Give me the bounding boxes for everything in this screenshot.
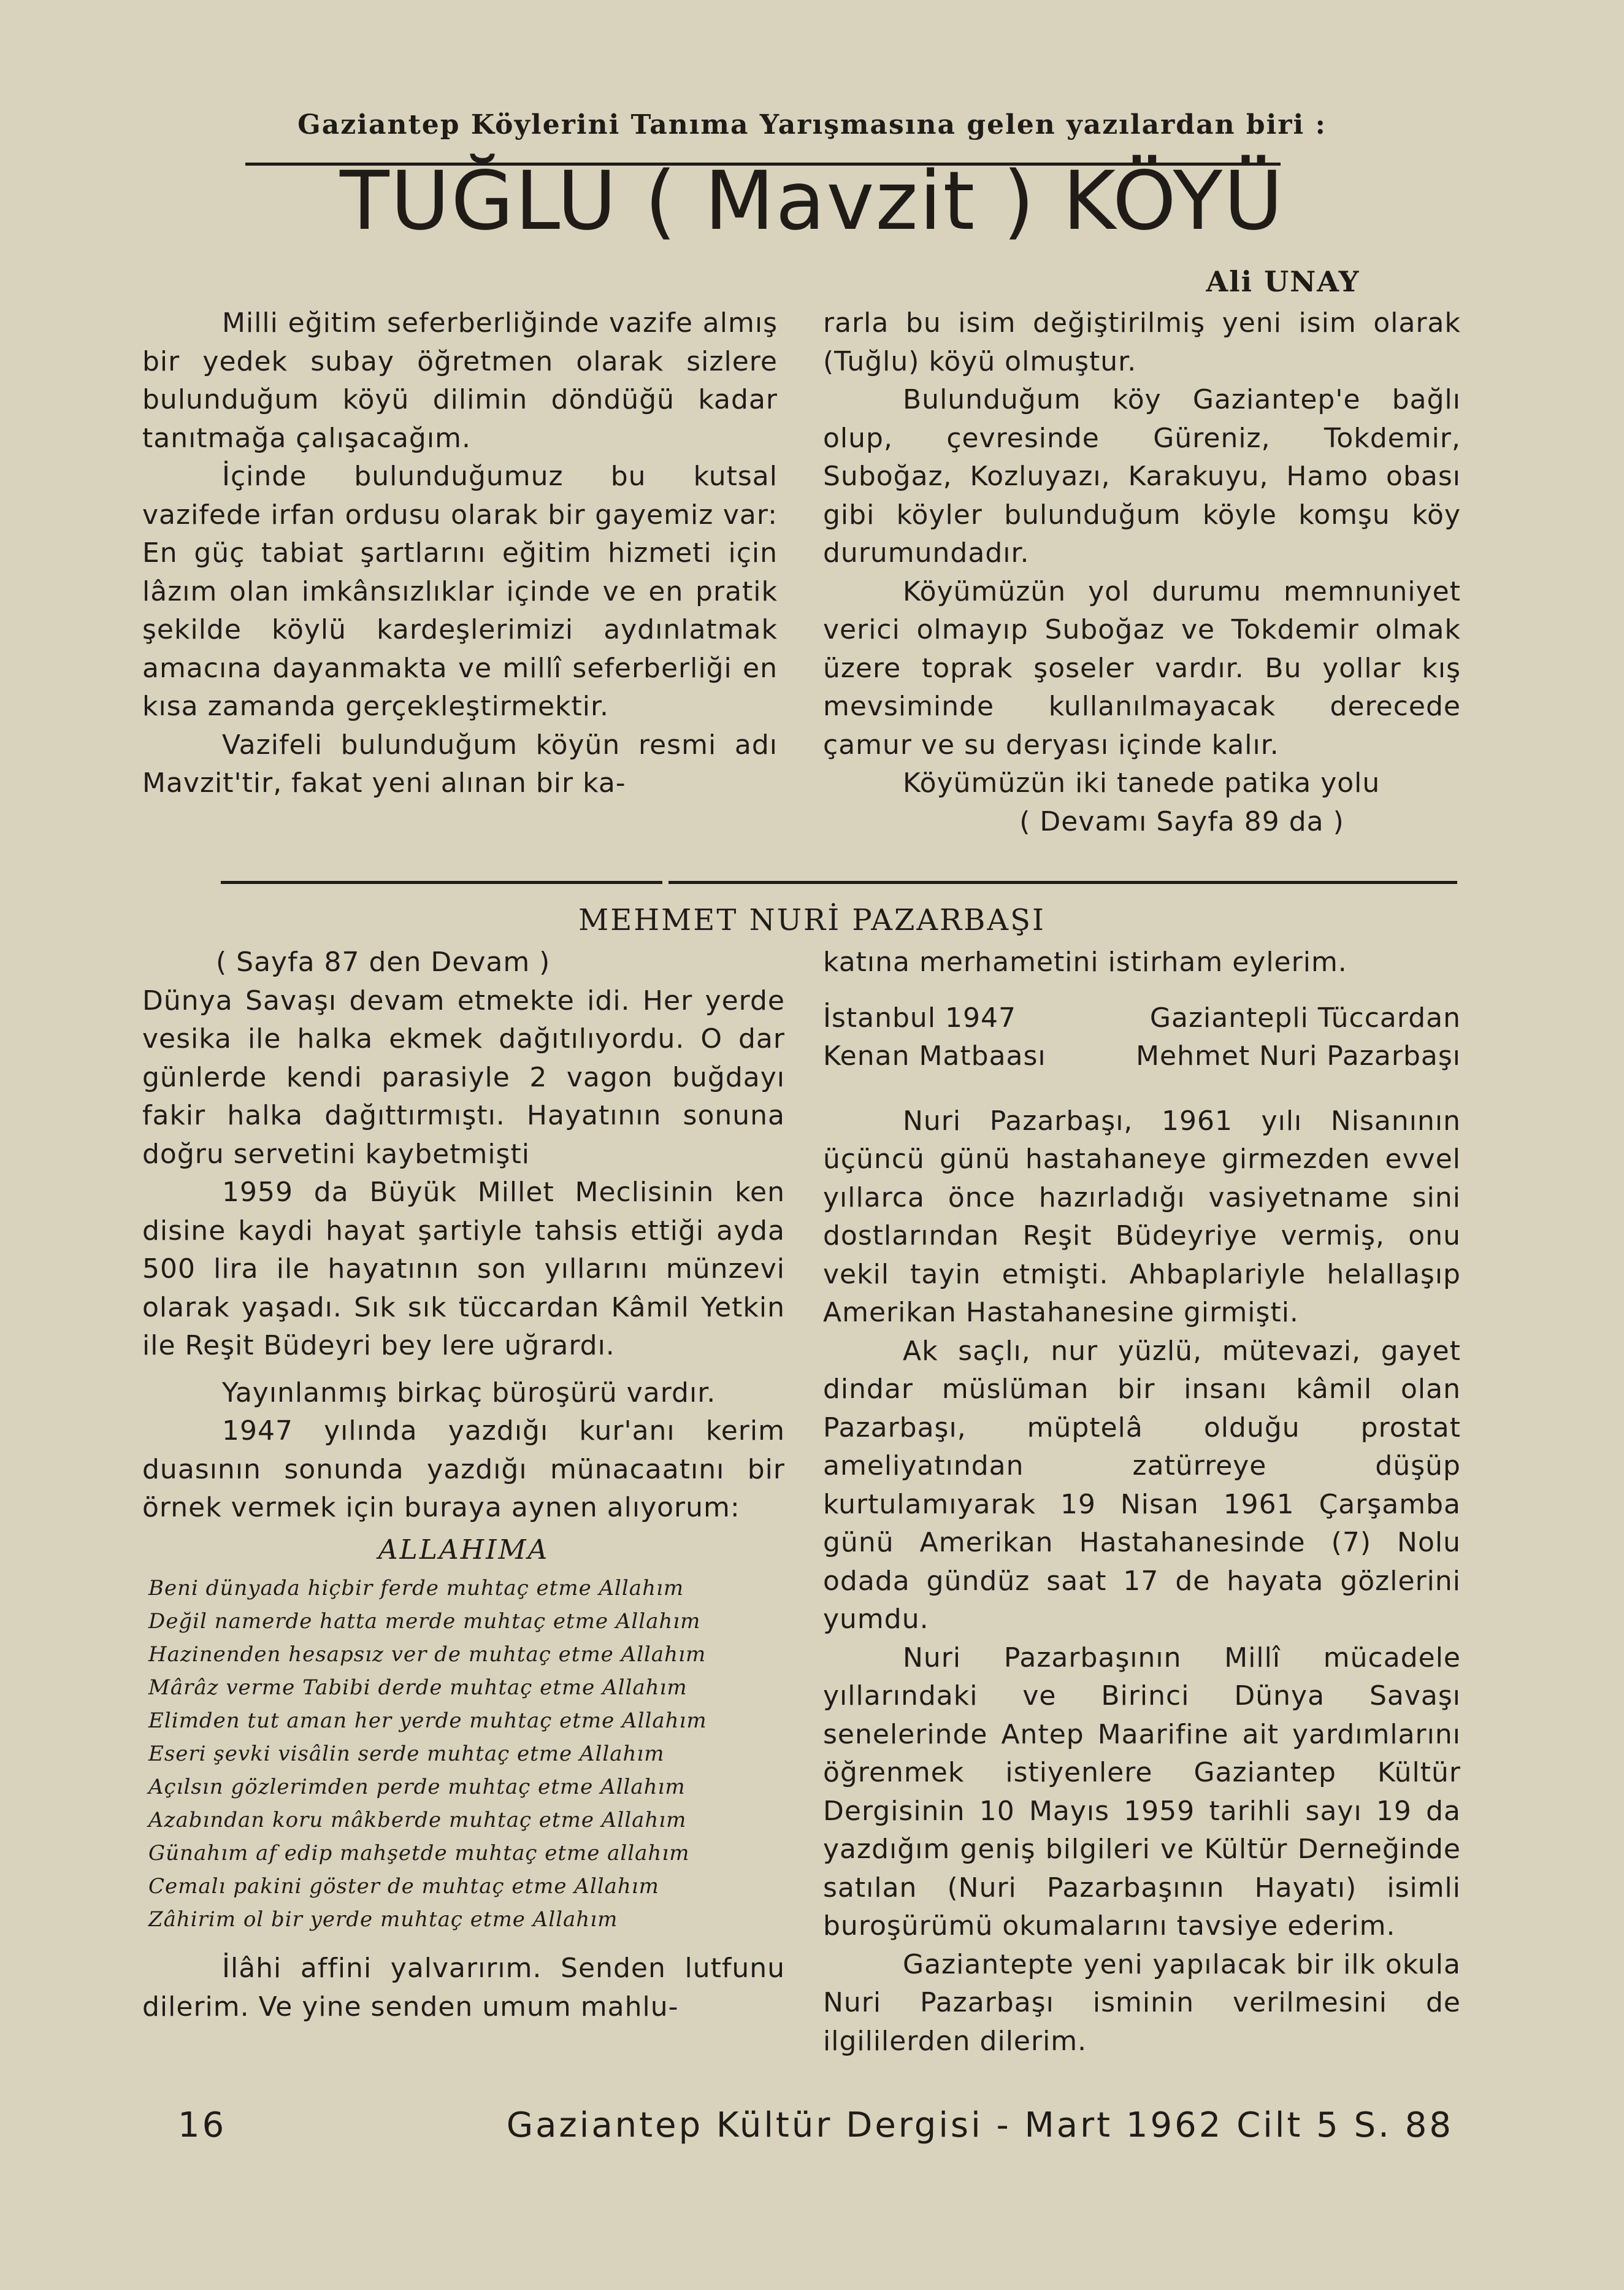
author-byline: Ali UNAY	[1206, 265, 1360, 298]
paragraph: 1947 yılında yazdığı kur'anı kerim duasının sonunda yazdığı münacaatını bir örnek vermek için buraya aynen alıyorum:	[142, 1415, 785, 1523]
continued-note: ( Devamı Sayfa 89 da )	[1019, 805, 1344, 837]
paragraph: Dünya Savaşı devam etmekte idi. Her yerde vesika ile halka ekmek dağıtılıyordu. O dar günlerde kendi parasiyle 2 vagon buğdayı fakir halka dağıttırmıştı. Hayatının sonuna doğru servetini kaybetmişti	[142, 985, 785, 1170]
paragraph: 1959 da Büyük Millet Meclisinin ken disine kaydi hayat şartiyle tahsis ettiği ayda 500 lira ile hayatının son yıllarını münzevi olarak yaşadı. Sık sık tüccardan Kâmil Yetkin ile Reşit Büdeyri bey lere uğrardı.	[142, 1177, 785, 1361]
page-number: 16	[178, 2105, 227, 2145]
paragraph: Vazifeli bulunduğum köyün resmi adı Mavzit'tir, fakat yeni alınan bir ka-	[142, 729, 778, 799]
continued-from: ( Sayfa 87 den Devam )	[216, 947, 551, 978]
poem-line: Zâhirim ol bir yerde muhtaç etme Allahım	[148, 1907, 618, 1932]
section-heading: MEHMET NURİ PAZARBAŞI	[578, 903, 1046, 937]
signature-role: Gaziantepli Tüccardan	[1149, 1002, 1461, 1034]
signature-place: İstanbul 1947	[823, 1002, 1017, 1034]
poem-line: Azabından koru mâkberde muhtaç etme Allahım	[148, 1808, 687, 1832]
article-title: TUĞLU ( Mavzit ) KÖYÜ	[340, 154, 1284, 248]
paragraph: İçinde bulunduğumuz bu kutsal vazifede irfan ordusu olarak bir gayemiz var: En güç tabiat şartlarını eğitim hizmeti için lâzım olan imkânsızlıklar içinde ve en pratik şekilde köylü kardeşlerimizi aydınlatmak amacına dayanmakta ve millî seferberliği en kısa zamanda gerçekleştirmektir.	[142, 461, 778, 722]
signature-name: Mehmet Nuri Pazarbaşı	[1136, 1040, 1461, 1072]
article2-left-column	[142, 943, 785, 2026]
poem-line: Beni dünyada hiçbir ferde muhtaç etme Allahım	[148, 1576, 684, 1600]
article1-right-column	[823, 304, 1461, 841]
article-kicker: Gaziantep Köylerini Tanıma Yarışmasına gelen yazılardan biri :	[297, 109, 1327, 140]
magazine-info: Gaziantep Kültür Dergisi - Mart 1962 Cilt 5 S. 88	[506, 2105, 1454, 2145]
poem-line: Eseri şevki visâlin serde muhtaç etme Allahım	[148, 1742, 665, 1766]
paragraph: Nuri Pazarbaşının Millî mücadele yıllarındaki ve Birinci Dünya Savaşı senelerinde Antep Maarifine ait yardımlarını öğrenmek istiyenlere Gaziantep Kültür Dergisinin 10 Mayıs 1959 tarihli sayı 19 da yazdığım geniş bilgileri ve Kültür Derneğinde satılan (Nuri Pazarbaşının Hayatı) isimli buroşürümü okumalarını tavsiye ederim.	[823, 1642, 1461, 1942]
poem-line: Cemalı pakini göster de muhtaç etme Allahım	[148, 1874, 659, 1899]
section-divider	[221, 881, 662, 884]
paragraph: Köyümüzün yol durumu memnuniyet verici olmayıp Suboğaz ve Tokdemir olmak üzere toprak şoseler vardır. Bu yollar kış mevsiminde kullanılmayacak derecede çamur ve su deryası içinde kalır.	[823, 575, 1461, 761]
poem-line: Hazinenden hesapsız ver de muhtaç etme Allahım	[148, 1642, 707, 1667]
paragraph: İlâhi affini yalvarırım. Senden lutfunu dilerim. Ve yine senden umum mahlu-	[142, 1953, 785, 2023]
paragraph: Yayınlanmış birkaç büroşürü vardır.	[222, 1377, 716, 1408]
poem-line: Elimden tut aman her yerde muhtaç etme Allahım	[148, 1708, 707, 1733]
poem-line: Mârâz verme Tabibi derde muhtaç etme Allahım	[148, 1675, 688, 1700]
paragraph: Bulunduğum köy Gaziantep'e bağlı olup, çevresinde Güreniz, Tokdemir, Suboğaz, Kozluyazı, Karakuyu, Hamo obası gibi köyler bulunduğum köyle komşu köy durumundadır.	[823, 384, 1461, 569]
section-divider	[668, 881, 1457, 884]
signature-printer: Kenan Matbaası	[823, 1040, 1046, 1072]
poem-line: Günahım af edip mahşetde muhtaç etme allahım	[148, 1841, 690, 1865]
poem-line: Açılsın gözlerimden perde muhtaç etme Allahım	[148, 1775, 686, 1799]
paragraph: Nuri Pazarbaşı, 1961 yılı Nisanının üçüncü günü hastahaneye girmezden evvel yıllarca önce hazırladığı vasiyetname sini dostlarından Reşit Büdeyriye vermiş, onu vekil tayin etmişti. Ahbaplariyle helallaşıp Amerikan Hastahanesine girmişti.	[823, 1105, 1461, 1328]
signature-block	[823, 999, 1461, 1077]
article2-right-column	[823, 943, 1461, 2061]
page-footer	[178, 2105, 1454, 2148]
paragraph: Milli eğitim seferberliğinde vazife almış bir yedek subay öğretmen olarak sizlere bulunduğum köyü dilimin döndüğü kadar tanıtmağa çalışacağım.	[142, 307, 778, 454]
poem-title: ALLAHIMA	[378, 1534, 550, 1566]
paragraph: Gaziantepte yeni yapılacak bir ilk okula Nuri Pazarbaşı isminin verilmesini de ilgililerden dilerim.	[823, 1948, 1461, 2057]
poem-line: Değil namerde hatta merde muhtaç etme Allahım	[148, 1609, 701, 1634]
paragraph: Köyümüzün iki tanede patika yolu	[903, 767, 1381, 799]
poem	[142, 1572, 785, 1936]
article1-left-column	[142, 304, 778, 803]
paragraph: rarla bu isim değiştirilmiş yeni isim olarak (Tuğlu) köyü olmuştur.	[823, 307, 1461, 377]
paragraph: katına merhametini istirham eylerim.	[823, 947, 1347, 978]
paragraph: Ak saçlı, nur yüzlü, mütevazi, gayet dindar müslüman bir insanı kâmil olan Pazarbaşı, müptelâ olduğu prostat ameliyatından zatürreye düşüp kurtulamıyarak 19 Nisan 1961 Çarşamba günü Amerikan Hastahanesinde (7) Nolu odada gündüz saat 17 de hayata gözlerini yumdu.	[823, 1335, 1461, 1635]
